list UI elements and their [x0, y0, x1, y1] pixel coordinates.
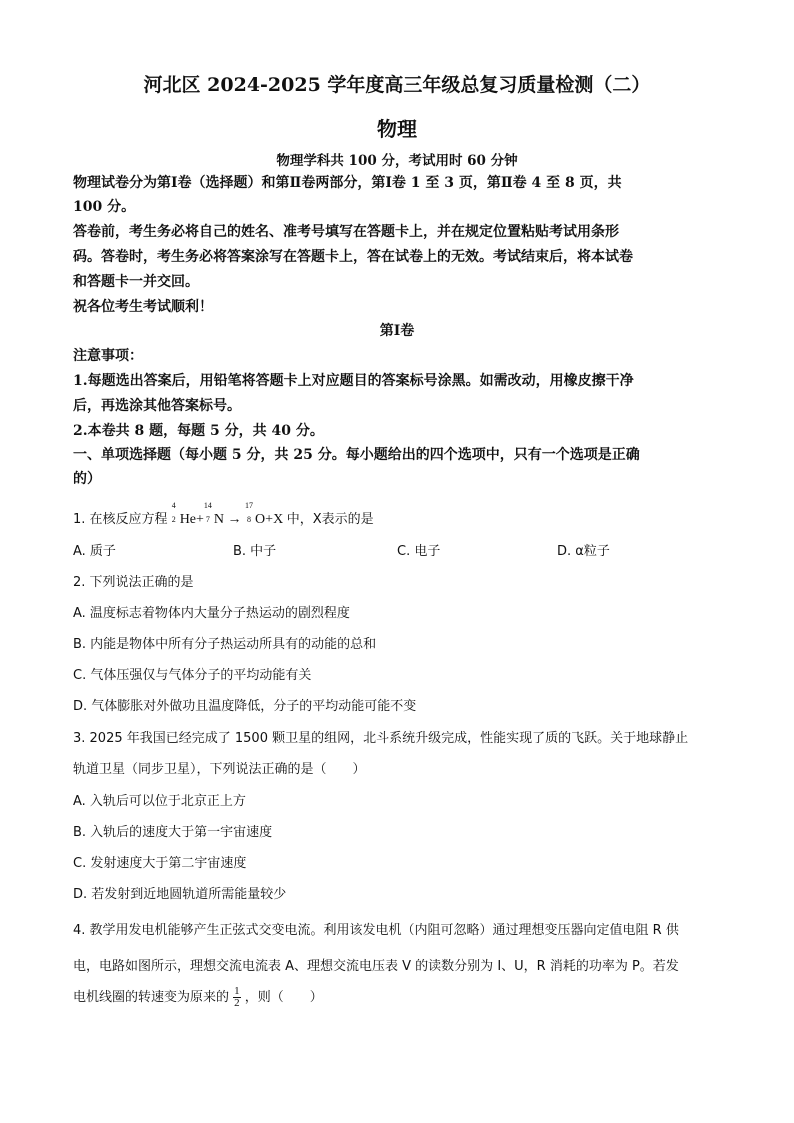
plus-sign: +	[196, 512, 204, 527]
q1-option-d: D. α粒子	[557, 544, 610, 559]
notice-item-1b: 后，再选涂其他答案标号。	[73, 398, 241, 414]
he-mass-number: 4	[171, 501, 176, 510]
instruction-line-5: 和答题卡一并交回。	[73, 274, 199, 290]
plus-sign-2: +	[265, 512, 274, 527]
q1-prefix: 1. 在核反应方程	[73, 512, 168, 527]
q1-option-a: A. 质子	[73, 544, 116, 559]
q4-line-3-prefix: 电机线圈的转速变为原来的	[73, 990, 230, 1005]
arrow-symbol: →	[227, 512, 242, 527]
x-symbol: X	[273, 512, 284, 527]
o-atomic-number: 8	[247, 515, 252, 524]
n-symbol: N	[213, 512, 225, 527]
instruction-line-3: 答卷前，考生务必将自己的姓名、准考号填写在答题卡上，并在规定位置粘贴考试用条形	[73, 224, 619, 240]
instruction-line-4: 码。答卷时，考生务必将答案涂写在答题卡上，答在试卷上的无效。考试结束后，将本试卷	[73, 249, 633, 265]
q2-option-c: C. 气体压强仅与气体分子的平均动能有关	[73, 668, 312, 683]
he-symbol: He	[179, 512, 197, 527]
fraction-one-half	[233, 986, 241, 1009]
exam-title: 河北区 2024-2025 学年度高三年级总复习质量检测（二）	[143, 74, 651, 96]
question-4-line-2: 电，电路如图所示，理想交流电流表 A、理想交流电压表 V 的读数分别为 I、U，R 消耗的功率为 P。若发	[73, 959, 679, 974]
n-atomic-number: 7	[205, 515, 210, 524]
notice-item-2: 2.本卷共 8 题，每题 5 分，共 40 分。	[73, 423, 324, 439]
o-mass-number: 17	[245, 501, 254, 510]
question-3-stem-1: 3. 2025 年我国已经完成了 1500 颗卫星的组网，北斗系统升级完成，性能实现了质的飞跃。关于地球静止	[73, 731, 689, 746]
subject-heading: 物理	[377, 117, 417, 141]
q1-suffix: 中，X表示的是	[286, 512, 374, 527]
notice-heading: 注意事项：	[73, 348, 143, 364]
question-1	[73, 501, 374, 528]
instruction-line-1: 物理试卷分为第Ⅰ卷（选择题）和第Ⅱ卷两部分，第Ⅰ卷 1 至 3 页，第Ⅱ卷 4 至 8 页，共	[73, 175, 622, 191]
q4-line-3-suffix: ，则（ ）	[244, 990, 323, 1005]
part-heading-a: 一、单项选择题（每小题 5 分，共 25 分。每小题给出的四个选项中，只有一个选项是正确	[73, 447, 640, 463]
q1-option-b: B. 中子	[233, 544, 277, 559]
fraction-numerator: 1	[234, 985, 240, 997]
o-symbol: O	[255, 512, 266, 527]
part-heading-b: 的）	[73, 471, 101, 487]
q2-option-b: B. 内能是物体中所有分子热运动所具有的动能的总和	[73, 637, 377, 652]
question-3-stem-2: 轨道卫星（同步卫星），下列说法正确的是（ ）	[73, 762, 366, 777]
q1-option-c: C. 电子	[397, 544, 441, 559]
question-4-line-1: 4. 教学用发电机能够产生正弦式交变电流。利用该发电机（内阻可忽略）通过理想变压器向定值电阻 R 供	[73, 923, 679, 938]
instruction-line-2: 100 分。	[73, 199, 136, 215]
fraction-denominator: 2	[234, 997, 240, 1009]
q3-option-a: A. 入轨后可以位于北京正上方	[73, 794, 246, 809]
q2-option-a: A. 温度标志着物体内大量分子热运动的剧烈程度	[73, 606, 350, 621]
q3-option-b: B. 入轨后的速度大于第一宇宙速度	[73, 825, 273, 840]
question-2-stem: 2. 下列说法正确的是	[73, 575, 194, 590]
notice-item-1a: 1.每题选出答案后，用铅笔将答题卡上对应题目的答案标号涂黑。如需改动，用橡皮擦干净	[73, 373, 634, 389]
nuclear-equation	[171, 501, 287, 527]
instruction-line-6: 祝各位考生考试顺利！	[73, 299, 213, 315]
exam-info: 物理学科共 100 分，考试用时 60 分钟	[276, 153, 518, 169]
he-atomic-number: 2	[171, 515, 176, 524]
q2-option-d: D. 气体膨胀对外做功且温度降低，分子的平均动能可能不变	[73, 699, 417, 714]
q3-option-d: D. 若发射到近地圆轨道所需能量较少	[73, 887, 287, 902]
section-title: 第Ⅰ卷	[379, 323, 415, 339]
q3-option-c: C. 发射速度大于第二宇宙速度	[73, 856, 247, 871]
n-mass-number: 14	[203, 501, 212, 510]
question-4-line-3	[73, 986, 323, 1009]
